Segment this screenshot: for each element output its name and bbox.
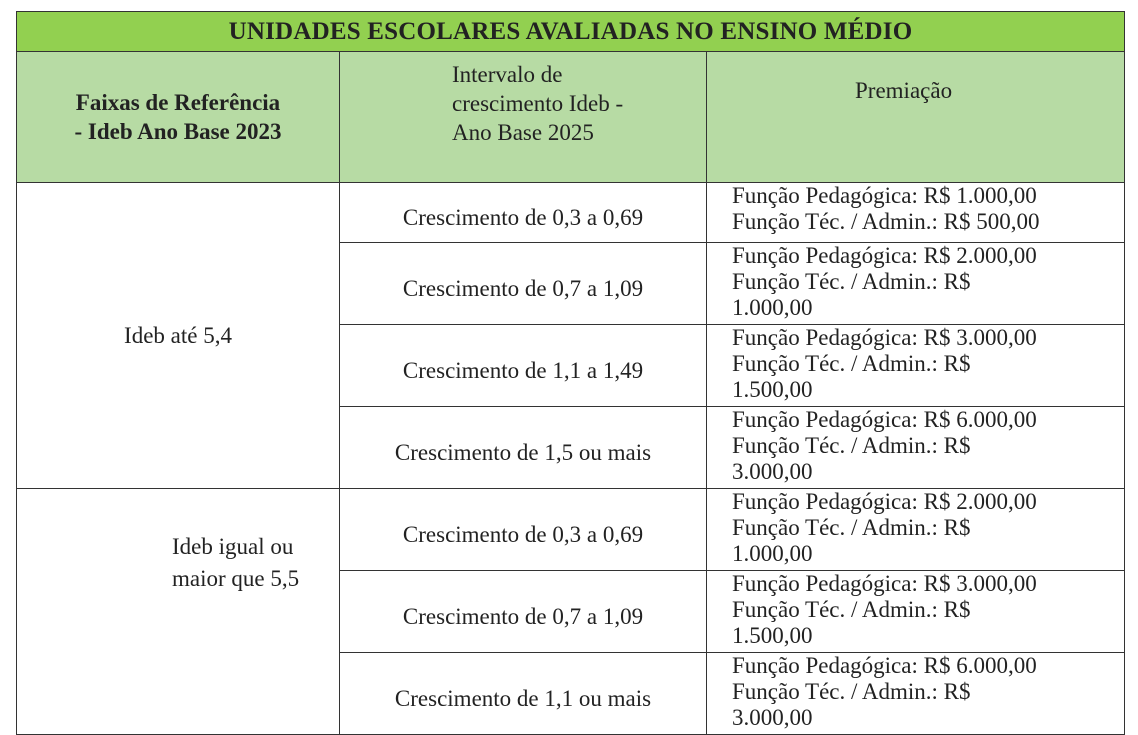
- premiacao-line: Função Pedagógica: R$ 2.000,00: [732, 489, 1037, 514]
- premiacao-line: Função Téc. / Admin.: R$: [732, 269, 971, 294]
- premiacao-line: 3.000,00: [732, 459, 813, 484]
- premiacao-line: 1.500,00: [732, 623, 813, 648]
- premiacao-line: Função Téc. / Admin.: R$: [732, 433, 971, 458]
- header-row: [17, 52, 1125, 183]
- faixa-cell: [17, 183, 340, 489]
- premiacao-line: Função Pedagógica: R$ 1.000,00: [732, 183, 1037, 208]
- premiacao-line: Função Pedagógica: R$ 2.000,00: [732, 243, 1037, 268]
- title-row: [17, 12, 1125, 52]
- premiacao-line: Função Pedagógica: R$ 6.000,00: [732, 653, 1037, 678]
- header-intervalo-line: crescimento Ideb -: [452, 91, 624, 116]
- premiacao-line: Função Téc. / Admin.: R$: [732, 679, 971, 704]
- premiacao-cell: [707, 489, 1125, 571]
- header-premiacao: Premiação: [707, 52, 1125, 183]
- faixa-cell: [17, 489, 340, 735]
- header-intervalo-line: Ano Base 2025: [452, 120, 594, 145]
- crescimento-cell: Crescimento de 1,1 ou mais: [340, 653, 707, 735]
- premiacao-line: 1.000,00: [732, 541, 813, 566]
- crescimento-cell: Crescimento de 1,5 ou mais: [340, 407, 707, 489]
- premiacao-line: 3.000,00: [732, 705, 813, 730]
- premiacao-cell: [707, 653, 1125, 735]
- faixa-label: Ideb até 5,4: [124, 322, 232, 348]
- award-table: [16, 11, 1125, 735]
- header-intervalo-line: Intervalo de: [452, 62, 563, 87]
- premiacao-cell: [707, 571, 1125, 653]
- premiacao-line: Função Pedagógica: R$ 3.000,00: [732, 571, 1037, 596]
- premiacao-line: 1.500,00: [732, 377, 813, 402]
- crescimento-cell: Crescimento de 1,1 a 1,49: [340, 325, 707, 407]
- crescimento-cell: Crescimento de 0,3 a 0,69: [340, 183, 707, 243]
- faixa-label: maior que 5,5: [172, 566, 300, 591]
- header-intervalo: [340, 52, 707, 183]
- premiacao-cell: [707, 183, 1125, 243]
- premiacao-line: Função Pedagógica: R$ 6.000,00: [732, 407, 1037, 432]
- table-title: UNIDADES ESCOLARES AVALIADAS NO ENSINO MÉDIO: [17, 12, 1125, 52]
- crescimento-cell: Crescimento de 0,7 a 1,09: [340, 571, 707, 653]
- premiacao-line: Função Téc. / Admin.: R$: [732, 515, 971, 540]
- premiacao-line: Função Téc. / Admin.: R$: [732, 597, 971, 622]
- premiacao-cell: [707, 407, 1125, 489]
- header-faixas-line: Faixas de Referência: [75, 90, 281, 115]
- crescimento-cell: Crescimento de 0,7 a 1,09: [340, 243, 707, 325]
- premiacao-cell: [707, 325, 1125, 407]
- table-row: [17, 489, 1125, 571]
- premiacao-line: 1.000,00: [732, 295, 813, 320]
- header-faixas: [17, 52, 340, 183]
- faixa-label: Ideb igual ou: [172, 534, 294, 559]
- header-faixas-line: - Ideb Ano Base 2023: [74, 119, 282, 144]
- premiacao-line: Função Téc. / Admin.: R$: [732, 351, 971, 376]
- crescimento-cell: Crescimento de 0,3 a 0,69: [340, 489, 707, 571]
- premiacao-line: Função Téc. / Admin.: R$ 500,00: [732, 209, 1040, 234]
- premiacao-line: Função Pedagógica: R$ 3.000,00: [732, 325, 1037, 350]
- premiacao-cell: [707, 243, 1125, 325]
- table-row: [17, 183, 1125, 243]
